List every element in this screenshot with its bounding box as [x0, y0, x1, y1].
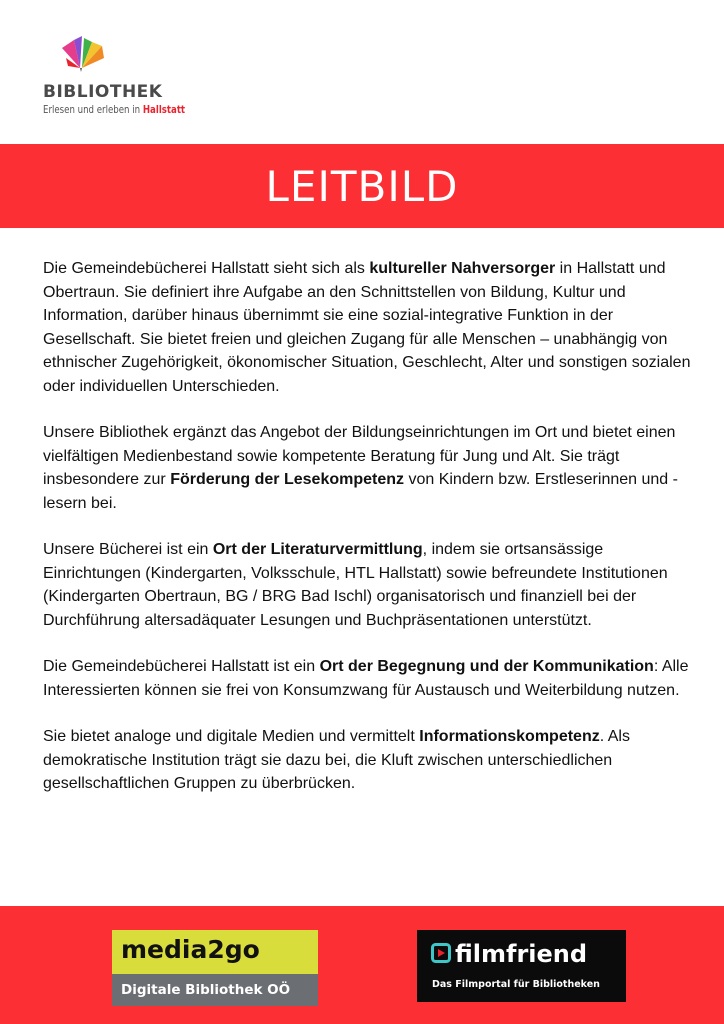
filmfriend-subtitle: Das Filmportal für Bibliotheken — [432, 979, 600, 990]
media2go-subtitle: Digitale Bibliothek OÖ — [112, 974, 318, 1006]
paragraph — [43, 655, 693, 702]
library-tagline: Erlesen und erleben in Hallstatt — [43, 104, 186, 116]
paragraph-text: , indem sie ortsansässige Einrichtungen (Kindergarten, Volksschule, HTL Hallstatt) sowie befreundete Institutionen (Kindergarten Obertraun, BG / BRG Bad Ischl) organisatorisch und finanziell bei der Durchführung altersadäquater Lesungen und Buchpräsentationen unterstützt. — [43, 541, 668, 629]
paragraph-emphasis: Förderung der Lesekompetenz — [170, 471, 405, 488]
paragraph — [43, 538, 693, 632]
paragraph-emphasis: Informationskompetenz — [419, 728, 600, 745]
butterfly-book-icon — [58, 34, 106, 74]
library-name: BIBLIOTHEK — [43, 82, 163, 102]
media2go-logo[interactable] — [112, 930, 318, 1006]
paragraph-text: : Alle Interessierten können sie frei von Konsumzwang für Austausch und Weiterbildung nutzen. — [43, 658, 689, 699]
page-title: LEITBILD — [265, 161, 459, 211]
paragraph — [43, 421, 693, 515]
paragraph-text: . Als demokratische Institution trägt sie dazu bei, die Kluft zwischen unterschiedlichen gesellschaftlichen Gruppen zu überbrücken. — [43, 728, 630, 792]
filmfriend-name: filmfriend — [455, 940, 588, 968]
paragraph-text: Unsere Bibliothek ergänzt das Angebot der Bildungseinrichtungen im Ort und bietet einen vielfältigen Medienbestand sowie kompetente Beratung für Jung und Alt. Sie trägt insbesondere zur — [43, 424, 676, 488]
filmfriend-logo-icon — [431, 943, 451, 963]
paragraph — [43, 725, 693, 796]
paragraph-emphasis: Ort der Begegnung und der Kommunikation — [319, 658, 654, 675]
footer — [0, 906, 724, 1024]
paragraph-emphasis: Ort der Literaturvermittlung — [212, 541, 423, 558]
paragraph-text: Unsere Bücherei ist ein — [43, 541, 213, 558]
media2go-name: media2go — [112, 930, 318, 974]
paragraph — [43, 257, 693, 398]
title-banner — [0, 144, 724, 228]
paragraph-text: Die Gemeindebücherei Hallstatt sieht sich als — [43, 260, 370, 277]
paragraph-emphasis: kultureller Nahversorger — [369, 260, 556, 277]
mission-statement-text — [43, 257, 693, 819]
library-logo — [42, 34, 202, 124]
paragraph-text: Sie bietet analoge und digitale Medien und vermittelt — [43, 728, 420, 745]
paragraph-text: Die Gemeindebücherei Hallstatt ist ein — [43, 658, 320, 675]
paragraph-text: in Hallstatt und Obertraun. Sie definiert ihre Aufgabe an den Schnittstellen von Bildung, Kultur und Information, darüber hinaus übernimmt sie eine sozial-integrative Funktion in der Gesellschaft. Sie bietet freien und gleichen Zugang für alle Menschen – unabhängig von ethnischer Zugehörigkeit, ökonomischer Situation, Geschlecht, Alter und sonstigen sozialen oder individuellen Unterschieden. — [43, 260, 691, 395]
filmfriend-logo[interactable] — [417, 930, 626, 1002]
paragraph-text: von Kindern bzw. Erstleserinnen und -lesern bei. — [43, 471, 678, 512]
